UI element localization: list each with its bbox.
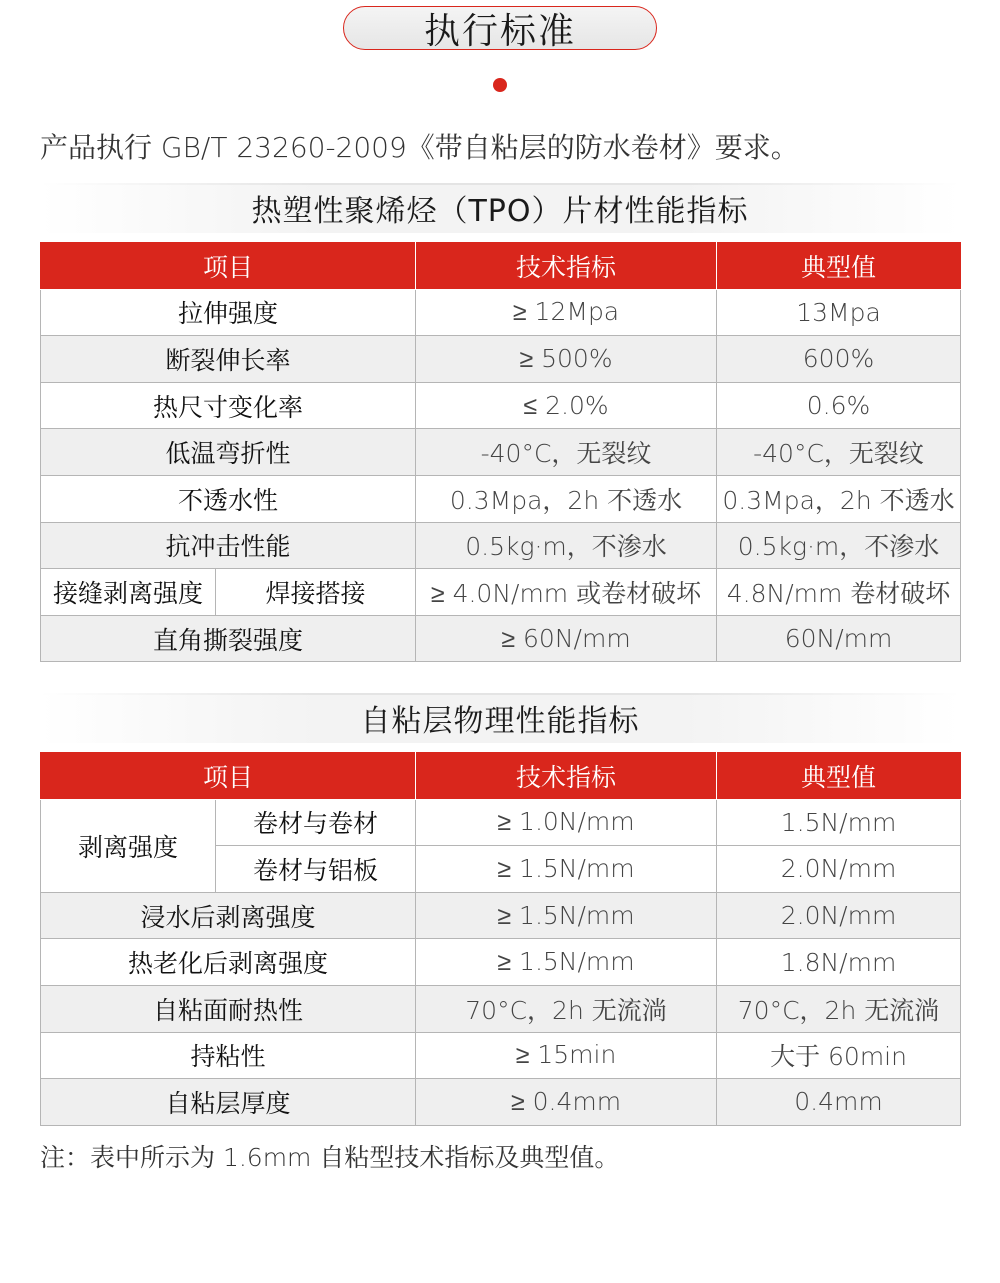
row-spec: ≥ 12Mpa (416, 289, 717, 336)
table-row (41, 985, 961, 1032)
table-row (41, 336, 961, 383)
row-item: 不透水性 (41, 475, 416, 522)
row-item: 低温弯折性 (41, 429, 416, 476)
row-spec: ≥ 4.0N/mm 或卷材破坏 (416, 569, 717, 616)
row-typical: 0.4mm (717, 1079, 961, 1126)
row-typical: 13Mpa (717, 289, 961, 336)
row-spec: 70°C，2h 无流淌 (416, 985, 717, 1032)
row-typical: 0.6% (717, 382, 961, 429)
row-spec: ≥ 0.4mm (416, 1079, 717, 1126)
row-spec: ≥ 1.5N/mm (416, 939, 717, 986)
header-item: 项目 (41, 753, 416, 800)
row-spec: ≥ 60N/mm (416, 615, 717, 662)
row-typical: 2.0N/mm (717, 892, 961, 939)
table-header-row (41, 753, 961, 800)
row-spec: 0.5kg·m，不渗水 (416, 522, 717, 569)
row-item: 直角撕裂强度 (41, 615, 416, 662)
row-spec: ≥ 1.5N/mm (416, 846, 717, 893)
row-spec: ≥ 1.0N/mm (416, 799, 717, 846)
row-spec: ≥ 15min (416, 1032, 717, 1079)
row-typical: 60N/mm (717, 615, 961, 662)
table-row (41, 799, 961, 846)
row-item: 自粘面耐热性 (41, 985, 416, 1032)
peel-strength-group: 剥离强度 (41, 799, 216, 892)
table-row (41, 289, 961, 336)
footnote: 注：表中所示为 1.6mm 自粘型技术指标及典型值。 (40, 1143, 620, 1172)
row-item: 自粘层厚度 (41, 1079, 416, 1126)
table-row (41, 382, 961, 429)
row-spec: ≥ 500% (416, 336, 717, 383)
table-row (41, 475, 961, 522)
table-row (41, 1032, 961, 1079)
row-item: 持粘性 (41, 1032, 416, 1079)
header-item: 项目 (41, 243, 416, 290)
table-row (41, 892, 961, 939)
row-typical: 0.5kg·m，不渗水 (717, 522, 961, 569)
row-item: 拉伸强度 (41, 289, 416, 336)
row-typical: 大于 60min (717, 1032, 961, 1079)
row-subitem: 卷材与卷材 (216, 799, 416, 846)
row-spec: ≤ 2.0% (416, 382, 717, 429)
table-row (41, 569, 961, 616)
row-typical: 600% (717, 336, 961, 383)
row-spec: 0.3Mpa，2h 不透水 (416, 475, 717, 522)
row-item: 热尺寸变化率 (41, 382, 416, 429)
table1-title: 热塑性聚烯烃（TPO）片材性能指标 (40, 183, 960, 233)
row-typical: 1.5N/mm (717, 799, 961, 846)
table-header-row (41, 243, 961, 290)
tpo-performance-table (40, 242, 961, 662)
header-spec: 技术指标 (416, 243, 717, 290)
row-item: 抗冲击性能 (41, 522, 416, 569)
table2-title: 自粘层物理性能指标 (40, 693, 960, 743)
row-spec: ≥ 1.5N/mm (416, 892, 717, 939)
header-typical: 典型值 (717, 753, 961, 800)
row-item: 接缝剥离强度 (41, 569, 216, 616)
row-item: 浸水后剥离强度 (41, 892, 416, 939)
row-item: 断裂伸长率 (41, 336, 416, 383)
table-row (41, 1079, 961, 1126)
adhesive-layer-table (40, 752, 961, 1126)
table-row (41, 615, 961, 662)
intro-text: 产品执行 GB/T 23260-2009《带自粘层的防水卷材》要求。 (40, 131, 799, 164)
table-row (41, 522, 961, 569)
header-typical: 典型值 (717, 243, 961, 290)
row-typical: -40°C，无裂纹 (717, 429, 961, 476)
row-typical: 2.0N/mm (717, 846, 961, 893)
row-typical: 70°C，2h 无流淌 (717, 985, 961, 1032)
row-item: 热老化后剥离强度 (41, 939, 416, 986)
row-typical: 0.3Mpa，2h 不透水 (717, 475, 961, 522)
row-typical: 1.8N/mm (717, 939, 961, 986)
row-subitem: 卷材与铝板 (216, 846, 416, 893)
row-subitem: 焊接搭接 (216, 569, 416, 616)
row-typical: 4.8N/mm 卷材破坏 (717, 569, 961, 616)
header-spec: 技术指标 (416, 753, 717, 800)
row-spec: -40°C，无裂纹 (416, 429, 717, 476)
page-title: 执行标准 (343, 6, 657, 50)
table-row (41, 939, 961, 986)
table-row (41, 429, 961, 476)
red-dot-divider (493, 78, 507, 92)
